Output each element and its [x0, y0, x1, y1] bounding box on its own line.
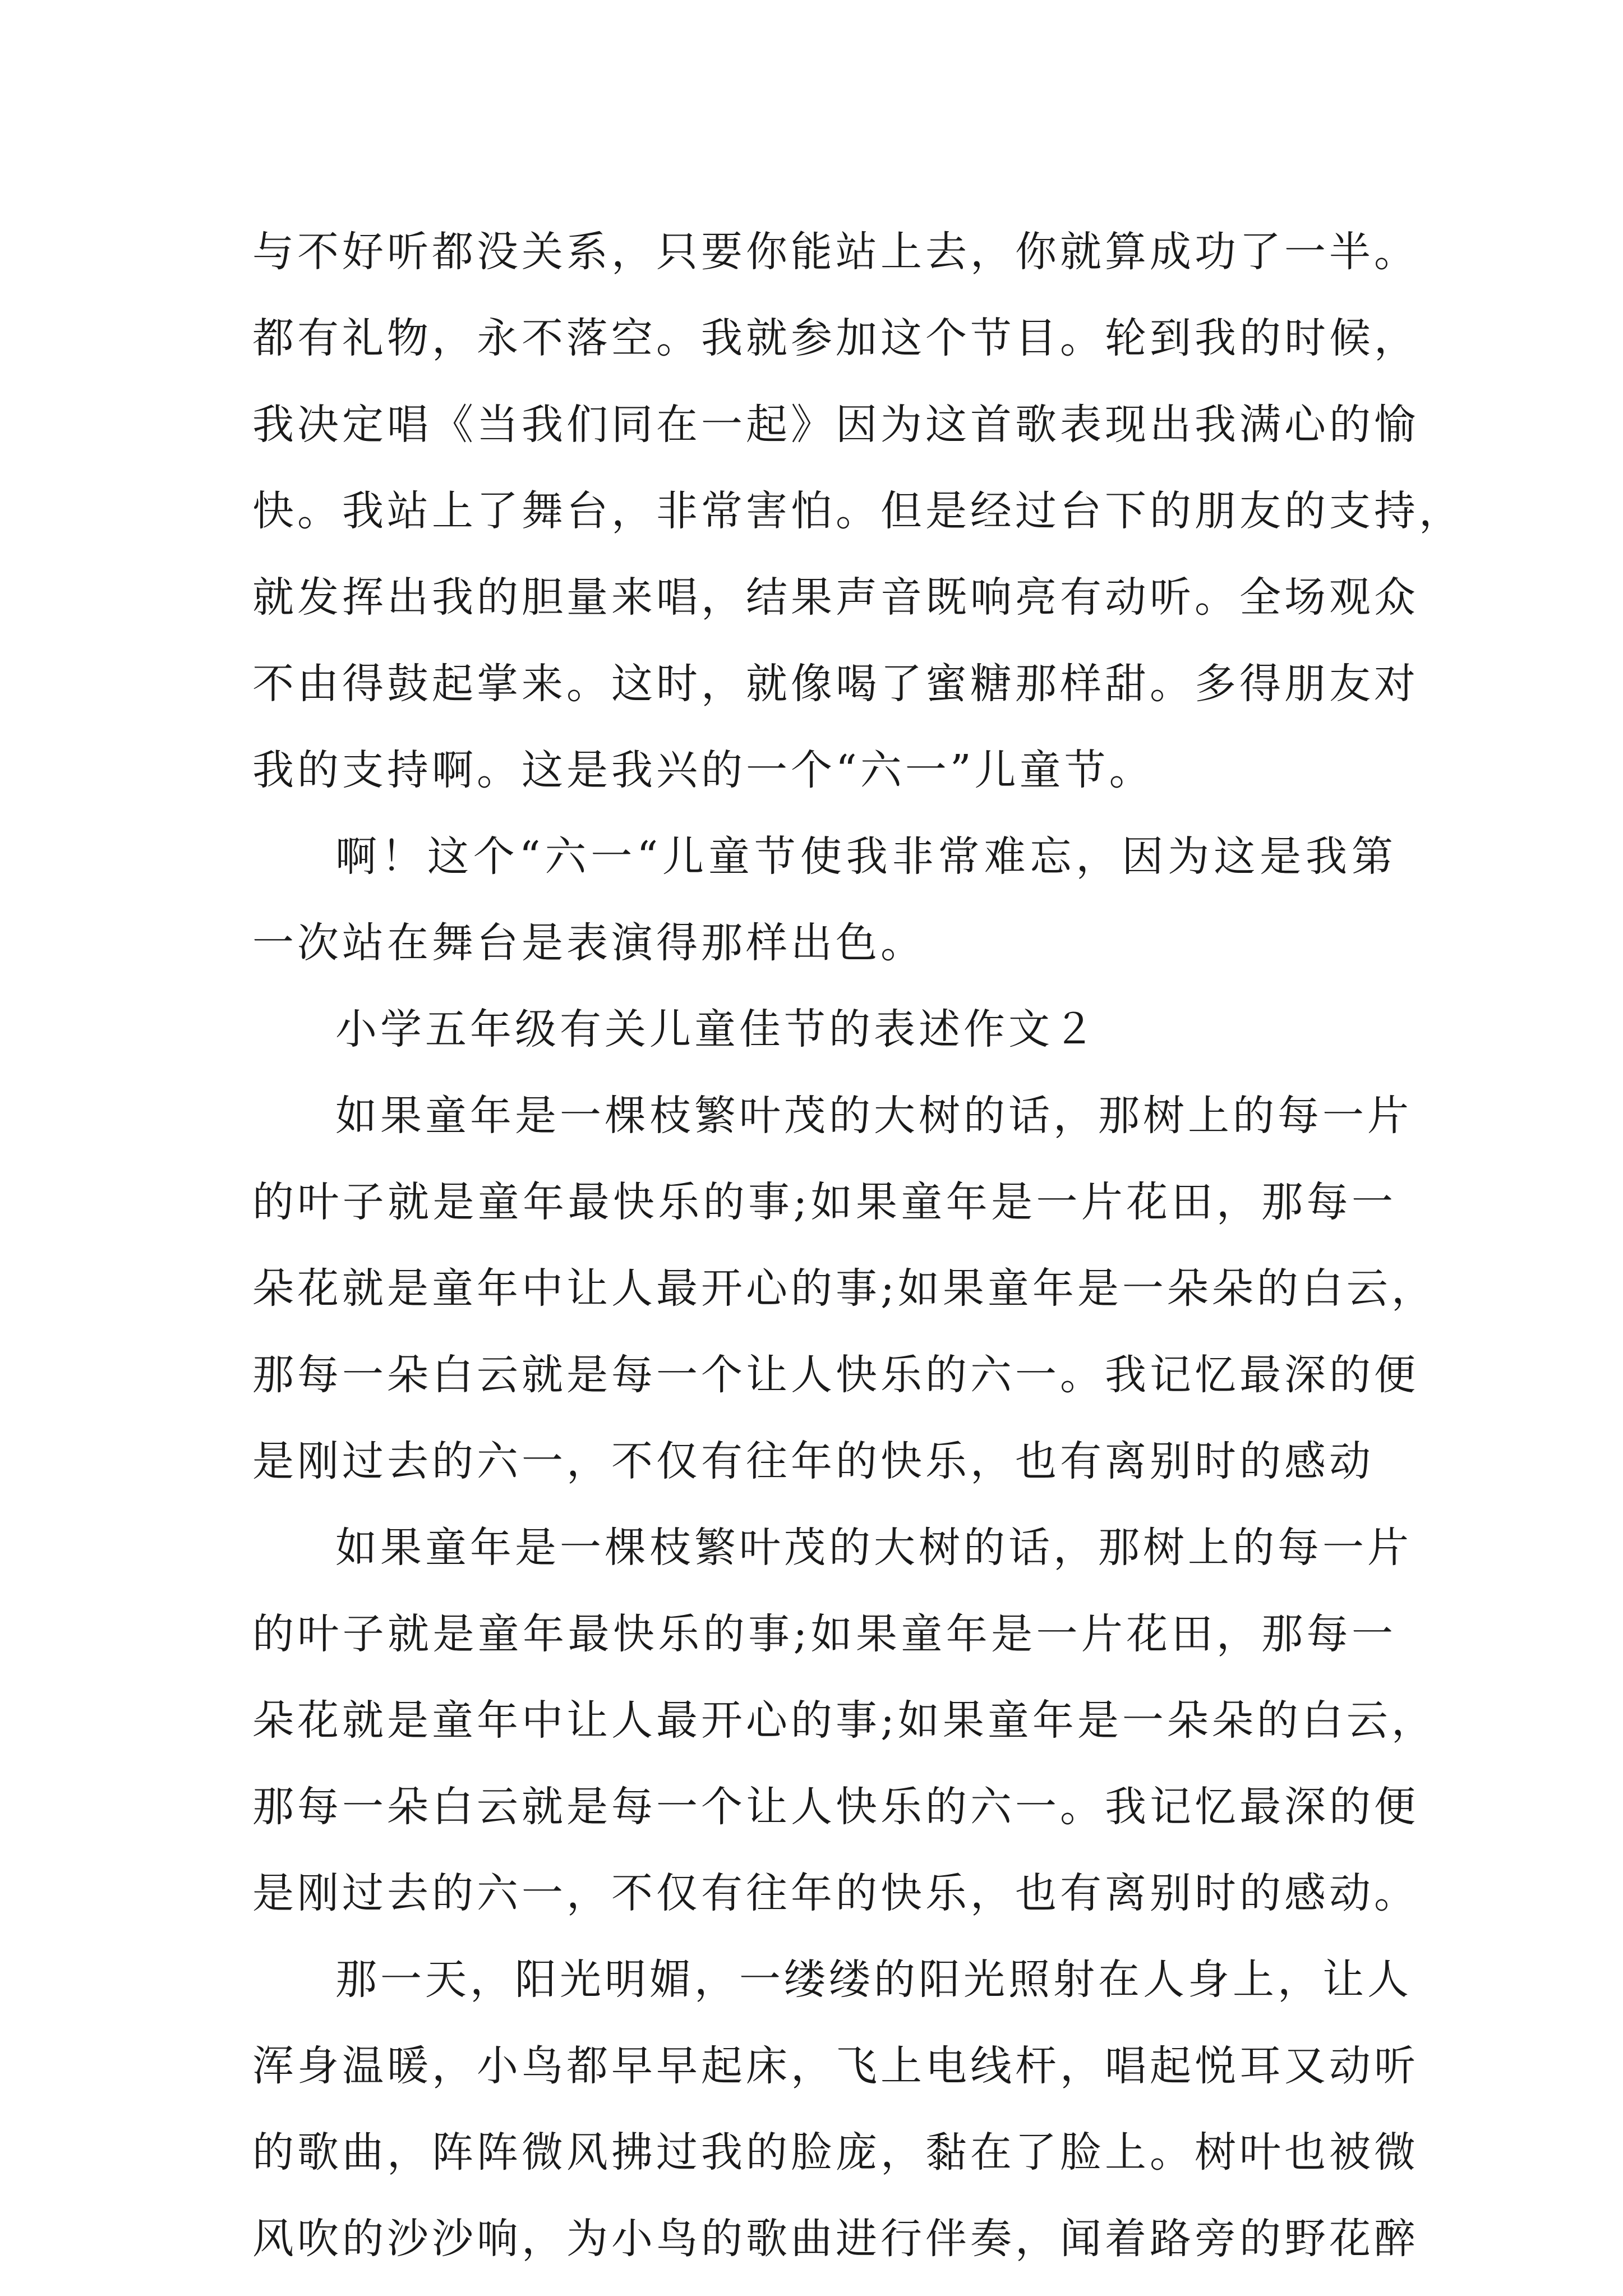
text-line: 朵花就是童年中让人最开心的事;如果童年是一朵朵的白云，	[252, 1696, 1436, 1745]
paragraph-first-line: 那一天，阳光明媚，一缕缕的阳光照射在人身上，让人	[335, 1955, 1412, 2004]
text-line: 的叶子就是童年最快乐的事;如果童年是一片花田，那每一	[252, 1610, 1396, 1658]
text-line: 的叶子就是童年最快乐的事;如果童年是一片花田，那每一	[252, 1178, 1396, 1226]
text-line: 我的支持啊。这是我兴的一个“六一”儿童节。	[252, 746, 1154, 794]
text-line: 是刚过去的六一，不仅有往年的快乐，也有离别时的感动。	[252, 1869, 1419, 1917]
paragraph-first-line: 如果童年是一棵枝繁叶茂的大树的话，那树上的每一片	[335, 1092, 1412, 1140]
text-line: 一次站在舞台是表演得那样出色。	[252, 919, 925, 967]
text-line: 风吹的沙沙响，为小鸟的歌曲进行伴奏，闻着路旁的野花醉	[252, 2215, 1419, 2263]
text-line: 那每一朵白云就是每一个让人快乐的六一。我记忆最深的便	[252, 1783, 1419, 1831]
text-line: 都有礼物，永不落空。我就参加这个节目。轮到我的时候，	[252, 314, 1419, 362]
text-line: 那每一朵白云就是每一个让人快乐的六一。我记忆最深的便	[252, 1351, 1419, 1399]
text-line: 快。我站上了舞台，非常害怕。但是经过台下的朋友的支持，	[252, 487, 1464, 535]
paragraph-first-line: 啊！这个“六一“儿童节使我非常难忘，因为这是我第	[335, 832, 1396, 881]
text-line: 就发挥出我的胆量来唱，结果声音既响亮有动听。全场观众	[252, 573, 1419, 622]
text-line: 朵花就是童年中让人最开心的事;如果童年是一朵朵的白云，	[252, 1264, 1436, 1313]
section-heading: 小学五年级有关儿童佳节的表述作文２	[335, 1005, 1098, 1053]
body-text	[252, 209, 1464, 2282]
text-line: 浑身温暖，小鸟都早早起床，飞上电线杆，唱起悦耳又动听	[252, 2042, 1419, 2090]
text-line: 与不好听都没关系，只要你能站上去，你就算成功了一半。	[252, 228, 1419, 276]
text-line: 是刚过去的六一，不仅有往年的快乐，也有离别时的感动	[252, 1437, 1374, 1485]
text-line: 我决定唱《当我们同在一起》因为这首歌表现出我满心的愉	[252, 401, 1419, 449]
text-line: 不由得鼓起掌来。这时，就像喝了蜜糖那样甜。多得朋友对	[252, 660, 1419, 708]
text-line: 的歌曲，阵阵微风拂过我的脸庞，黏在了脸上。树叶也被微	[252, 2128, 1419, 2177]
paragraph-first-line: 如果童年是一棵枝繁叶茂的大树的话，那树上的每一片	[335, 1524, 1412, 1572]
